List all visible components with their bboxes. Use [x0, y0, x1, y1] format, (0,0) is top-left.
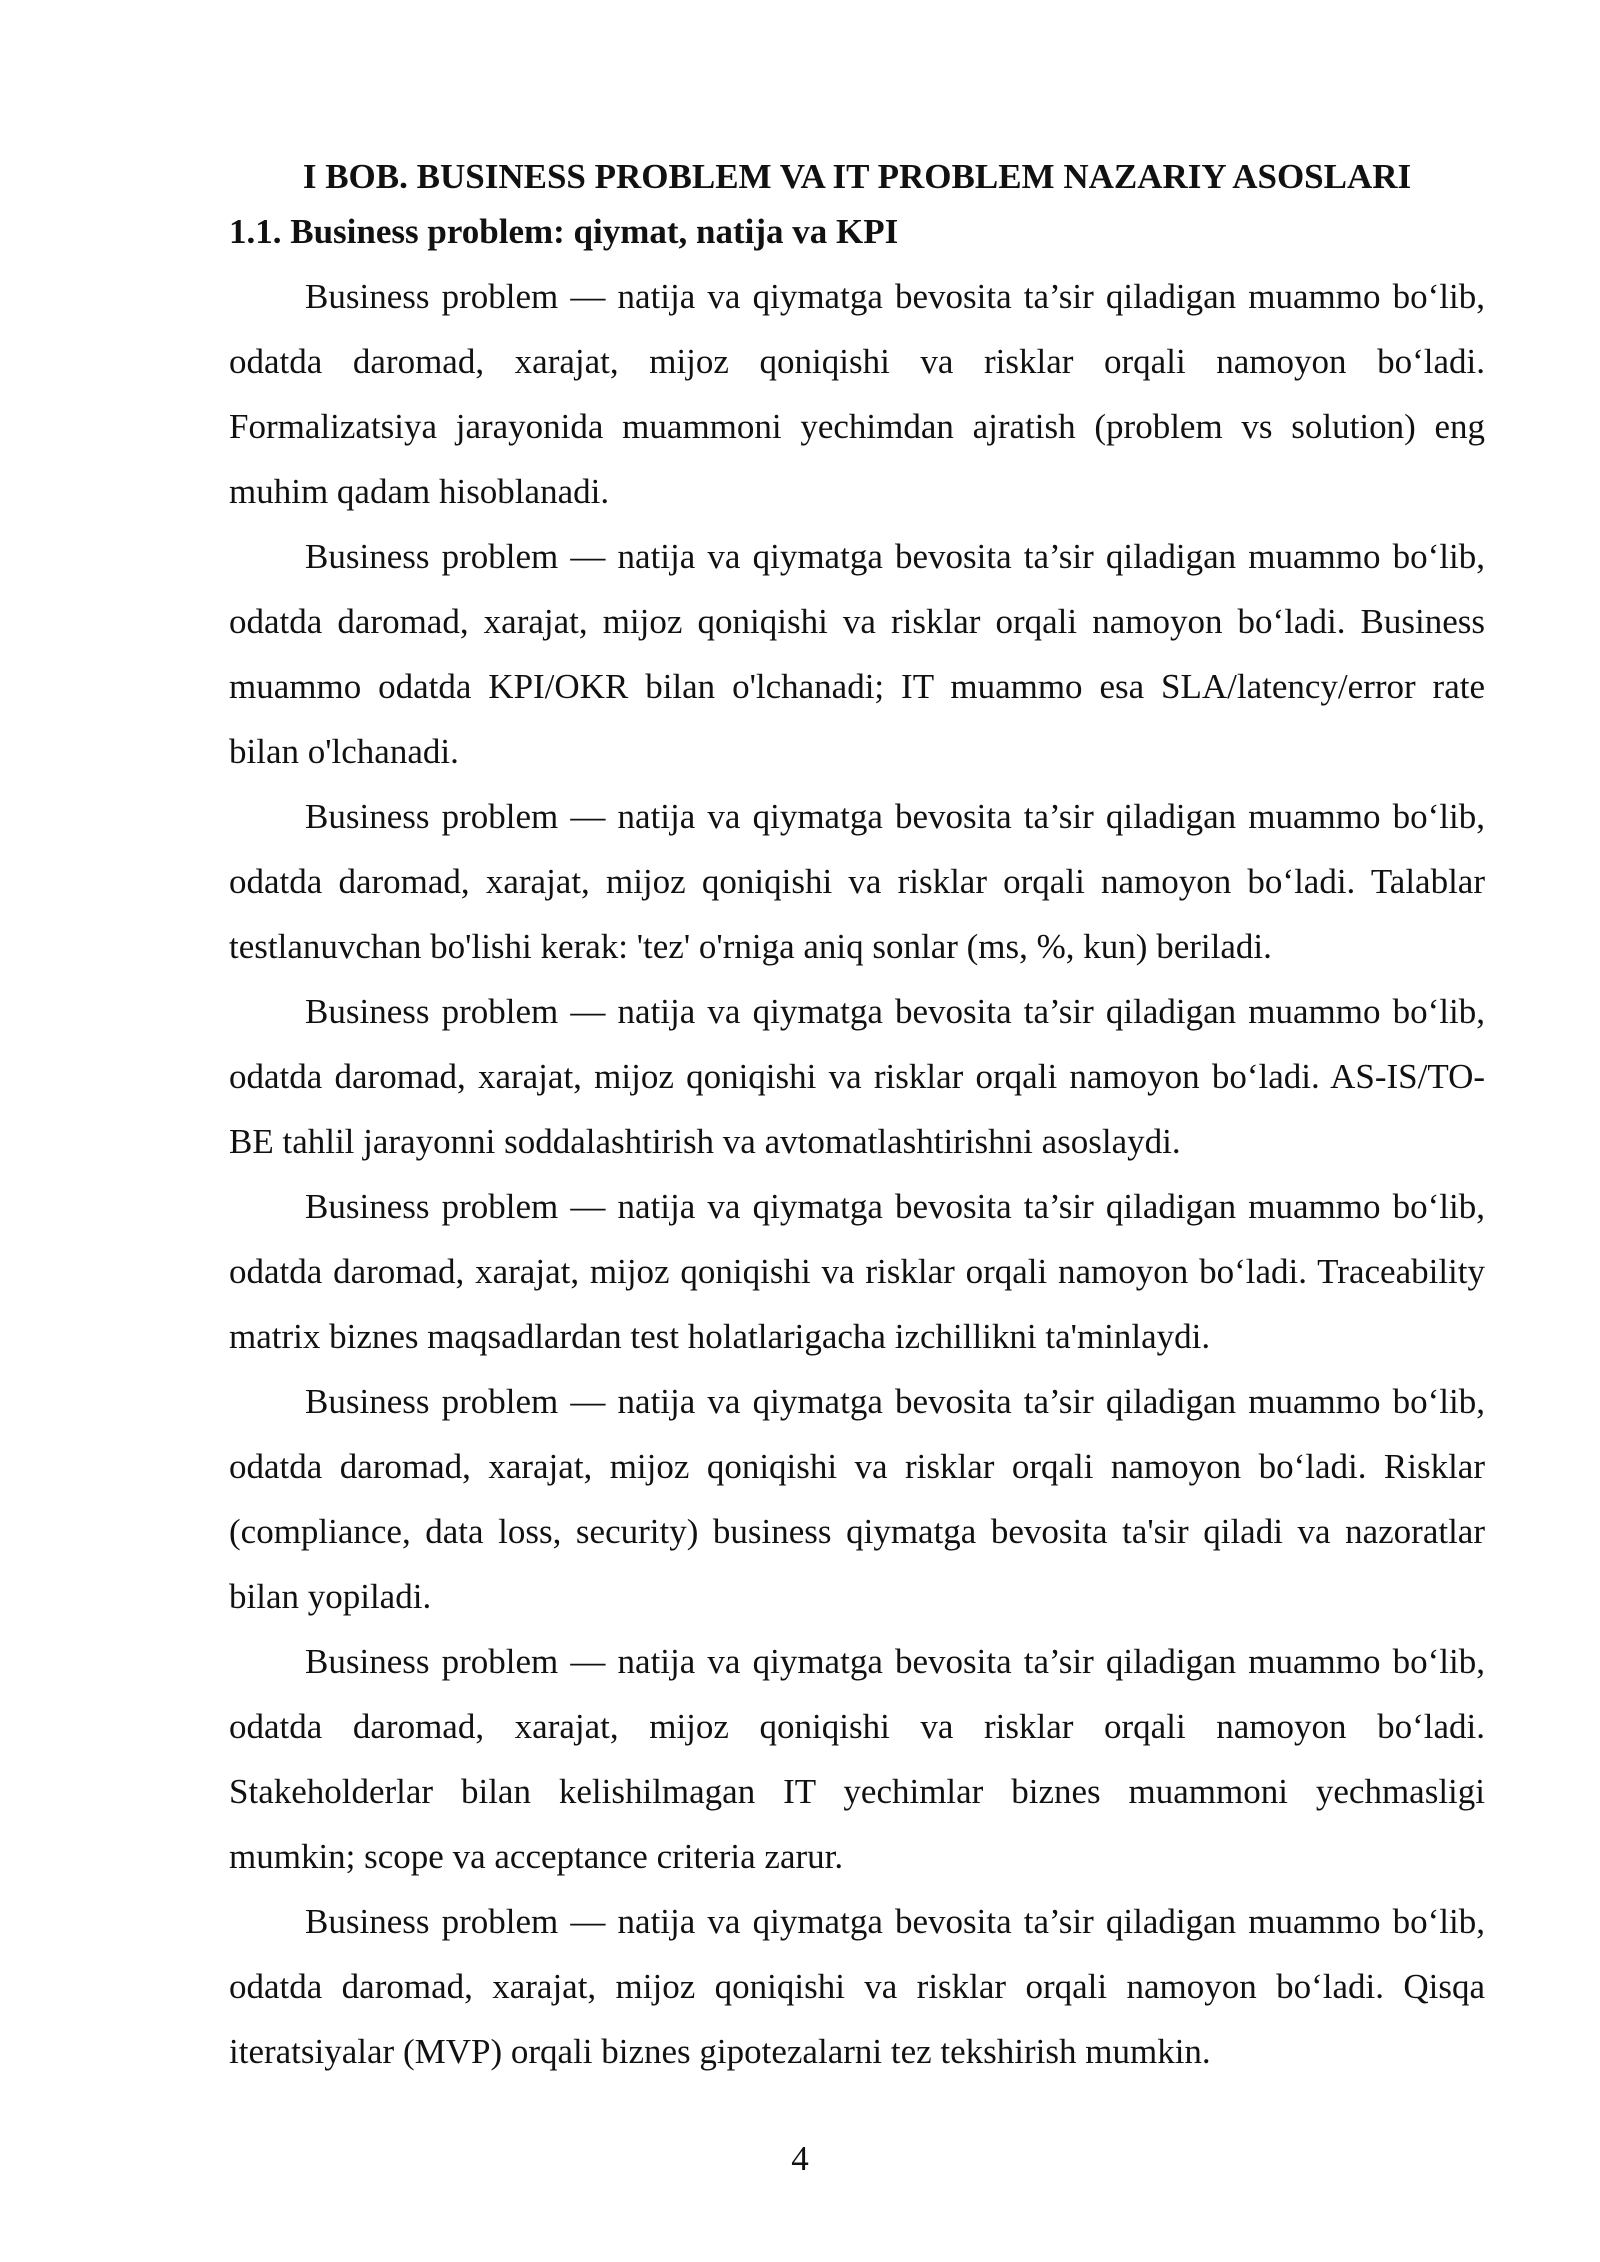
paragraph: Business problem — natija va qiymatga bevosita ta’sir qiladigan muammo bo‘lib, odatda daromad, xarajat, mijoz qoniqishi va risklar orqali namoyon bo‘ladi. Qisqa iteratsiyalar (MVP) orqali biznes gipotezalarni tez tekshirish mumkin. [229, 1902, 1485, 2071]
document-page [229, 148, 1485, 2084]
paragraph: Business problem — natija va qiymatga bevosita ta’sir qiladigan muammo bo‘lib, odatda daromad, xarajat, mijoz qoniqishi va risklar orqali namoyon bo‘ladi. Talablar testlanuvchan bo'lishi kerak: 'tez' o'rniga aniq sonlar (ms, %, kun) beriladi. [229, 797, 1485, 966]
section-title: 1.1. Business problem: qiymat, natija va KPI [229, 212, 899, 251]
paragraph: Business problem — natija va qiymatga bevosita ta’sir qiladigan muammo bo‘lib, odatda daromad, xarajat, mijoz qoniqishi va risklar orqali namoyon bo‘ladi. Formalizatsiya jarayonida muammoni yechimdan ajratish (problem vs solution) eng muhim qadam hisoblanadi. [229, 277, 1485, 511]
paragraph: Business problem — natija va qiymatga bevosita ta’sir qiladigan muammo bo‘lib, odatda daromad, xarajat, mijoz qoniqishi va risklar orqali namoyon bo‘ladi. Risklar (compliance, data loss, security) business qiymatga bevosita ta'sir qiladi va nazoratlar bilan yopiladi. [229, 1382, 1485, 1616]
chapter-title: I BOB. BUSINESS PROBLEM VA IT PROBLEM NAZARIY ASOSLARI [302, 157, 1412, 196]
page-number: 4 [791, 2139, 809, 2178]
paragraph: Business problem — natija va qiymatga bevosita ta’sir qiladigan muammo bo‘lib, odatda daromad, xarajat, mijoz qoniqishi va risklar orqali namoyon bo‘ladi. Traceability matrix biznes maqsadlardan test holatlarigacha izchillikni ta'minlaydi. [229, 1187, 1485, 1356]
paragraph: Business problem — natija va qiymatga bevosita ta’sir qiladigan muammo bo‘lib, odatda daromad, xarajat, mijoz qoniqishi va risklar orqali namoyon bo‘ladi. Business muammo odatda KPI/OKR bilan o'lchanadi; IT muammo esa SLA/latency/error rate bilan o'lchanadi. [229, 537, 1485, 771]
paragraph: Business problem — natija va qiymatga bevosita ta’sir qiladigan muammo bo‘lib, odatda daromad, xarajat, mijoz qoniqishi va risklar orqali namoyon bo‘ladi. AS-IS/TO-BE tahlil jarayonni soddalashtirish va avtomatlashtirishni asoslaydi. [229, 992, 1485, 1161]
paragraph: Business problem — natija va qiymatga bevosita ta’sir qiladigan muammo bo‘lib, odatda daromad, xarajat, mijoz qoniqishi va risklar orqali namoyon bo‘ladi. Stakeholderlar bilan kelishilmagan IT yechimlar biznes muammoni yechmasligi mumkin; scope va acceptance criteria zarur. [229, 1642, 1485, 1876]
